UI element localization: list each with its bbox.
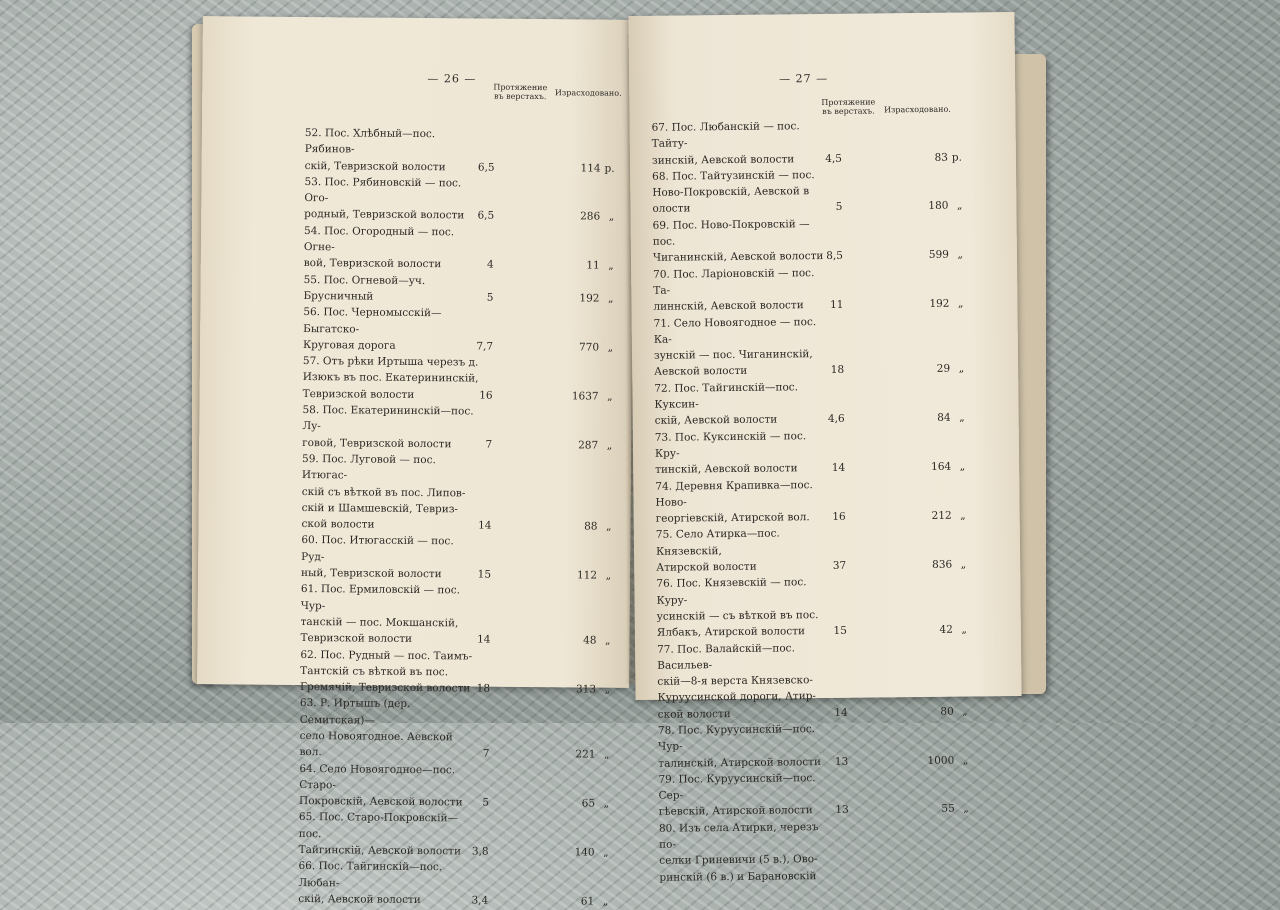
entry-text: 65. Пос. Старо-Покровскій—пос. Тайгинскій, Аевской волости [298,811,462,858]
entry-length: 16 [479,389,493,402]
entry-unit: „ [604,683,611,696]
entry-row [658,720,968,772]
entry-spent: 221 [575,748,596,761]
entry-length: 3,4 [471,894,489,907]
entry-unit: „ [963,802,969,816]
entry-text: 79. Пос. Куруусинскій—пос. Сер- гѣевскій, Атирской волости [658,771,816,819]
entry-spent: 836 [932,558,953,571]
column-header-spent: Израсходовано. [884,104,951,115]
entry-text: 55. Пос. Огневой—уч. Брусничный [303,273,426,303]
entry-text: 78. Пос. Куруусинскій—пос. Чур- талинскій, Атирской волости [657,723,822,770]
entry-length: 13 [835,804,849,817]
entry-length: 13 [834,755,849,768]
entry-length: 14 [831,462,846,475]
entry-text: 61. Пос. Ермиловскій — пос. Чур- танскій — пос. Мокшанскій, Тевризской волости [300,583,461,646]
entry-unit: „ [603,846,609,859]
entry-text: 64. Село Новоягодное—пос. Старо- Покровскій, Аевской волости [299,762,463,809]
entry-spent: 1000 [927,754,955,767]
entry-text: 69. Пос. Ново-Покровскій — пос. Чиганинскій, Аевской волости [652,217,824,265]
entry-unit: „ [957,297,964,310]
entry-row [299,809,609,861]
entry-row [654,377,964,429]
entry-spent: 29 [936,363,951,376]
entry-spent: 164 [931,460,952,474]
entry-row [653,263,963,315]
entry-unit: „ [608,260,614,273]
entry-unit: „ [607,390,613,403]
entry-text: 57. Отъ рѣки Иртыша черезъ д. Изюкъ въ пос. Екатерининскій, Тевризской волости [302,355,479,401]
entry-spent: 770 [578,341,600,354]
entry-row [299,695,610,763]
entry-row [300,647,610,699]
entry-unit: „ [607,341,614,354]
entry-row [655,475,965,527]
entry-row [656,524,966,576]
entry-unit: р. [604,162,615,175]
entry-unit: „ [608,211,615,224]
entry-spent: 180 [928,200,949,213]
entry-text: 68. Пос. Тайтузинскій — пос. Ново-Покровскій, Аевской в олости [652,168,815,216]
entry-length: 14 [834,706,848,719]
entry-text: 75. Село Атирка—пос. Князевскій, Атирской волости [655,527,780,574]
entry-row [658,768,968,820]
entry-row [656,573,967,641]
entry-row [302,402,612,454]
entry-unit: „ [957,248,964,261]
entry-spent: 48 [583,634,597,647]
entry-text: 60. Пос. Итюгасскій — пос. Руд- ный, Тевризской волости [301,534,454,581]
entry-unit: „ [607,292,614,305]
entry-text: 73. Пос. Куксинскій — пос. Кру- тинскій, Аевской волости [654,429,807,477]
entry-spent: 1637 [571,390,599,403]
entry-spent: 55 [941,803,955,816]
entry-text: 67. Пос. Любанскій — пос. Тайту- зинскій, Аевской волости [651,120,800,167]
entry-length: 6,5 [477,210,495,223]
entry-unit: „ [603,748,610,761]
entry-spent: 286 [580,210,601,224]
entry-row [298,858,608,910]
entry-spent: 112 [576,569,598,582]
entry-unit: „ [603,797,610,810]
entry-row [655,426,965,478]
entry-spent: 599 [928,249,950,262]
entry-unit: „ [961,623,967,636]
entry-length: 3,8 [471,845,489,858]
entry-text: 74. Деревня Крапивка—пос. Ново- георгіевскій, Атирской вол. [655,478,813,525]
entry-row [653,214,963,266]
entry-row [304,174,614,226]
entry-spent: 140 [574,846,595,859]
entry-unit: „ [605,569,612,582]
entries-list [298,125,615,910]
entry-row [301,451,612,535]
entry-unit: „ [602,895,609,908]
entries-list [652,117,970,886]
entry-length: 16 [832,510,846,524]
entry-length: 5 [835,201,843,214]
entry-unit: „ [958,362,965,376]
entry-row [304,223,614,275]
entry-length: 15 [833,624,847,638]
entry-row [301,532,611,584]
entry-length: 15 [477,568,492,581]
entry-text: 71. Село Новоягодное — пос. Ка- зунскій — пос. Чиганинскій, Аевской волости [653,315,817,379]
entry-unit: „ [606,439,613,452]
entry-spent: 65 [581,797,596,810]
entry-spent: 313 [575,683,597,696]
entry-row [659,817,970,885]
entry-row [303,304,613,356]
entry-spent: 83 [934,151,948,164]
entry-length: 4,6 [827,413,845,426]
entry-unit: „ [960,558,967,571]
entry-unit: „ [604,634,611,647]
open-book [192,14,1052,908]
entry-length: 5 [486,291,494,304]
page-number: — 27 — [779,71,829,86]
entry-unit: „ [605,520,612,533]
column-header-length: Протяжение въ верстахъ. [493,82,548,102]
entry-length: 6,5 [477,161,495,174]
entry-text: 80. Изъ села Атирки, черезъ по- селки Гриневичи (5 в.), Ово- ринскій (6 в.) и Барановскій [658,820,819,884]
entry-spent: 11 [586,259,600,272]
entry-length: 7,7 [476,340,494,353]
entry-length: 18 [476,682,491,695]
entry-text: 76. Пос. Князевскій — пос. Куру- усинскій — съ вѣткой въ пос. Ялбакъ, Атирской волости [656,576,819,639]
entry-unit: „ [962,705,968,718]
entry-length: 18 [830,364,845,377]
entry-spent: 287 [578,439,599,452]
left-page [197,16,635,908]
entry-unit: „ [962,754,969,767]
entry-unit: „ [959,411,965,424]
entry-length: 4,5 [825,152,842,165]
entry-row [305,125,615,177]
entry-spent: 212 [931,509,952,523]
entry-row [652,165,962,217]
entry-text: 56. Пос. Черномысскій—Быгатско- Круговая дорога [303,306,442,352]
entry-length: 11 [830,299,844,312]
entry-length: 4 [487,258,494,272]
entry-spent: 88 [584,520,598,533]
entry-text: 59. Пос. Луговой — пос. Итюгас- скій съ вѣткой въ пос. Липов- скій и Шамшевскій, Тевриз- ской волости [301,452,466,531]
entry-unit: „ [959,460,966,473]
entry-unit: „ [956,200,963,213]
entry-text: 66. Пос. Тайгинскій—пос. Любан- скій, Аевской волости [298,860,443,907]
page-number: — 26 — [427,72,477,86]
entry-length: 37 [832,559,847,572]
entry-row [303,353,613,405]
entry-length: 8,5 [826,250,844,263]
entry-row [654,312,965,380]
entry-row [303,272,613,307]
entry-length: 5 [482,796,490,809]
entry-row [652,117,962,169]
entry-spent: 84 [937,412,951,425]
entry-text: 70. Пос. Ларіоновскій — пос. Та- линнскій, Аевской волости [653,266,815,314]
column-header-length: Протяжение въ верстахъ. [821,97,876,117]
entry-text: 54. Пос. Огородный — пос. Огне- вой, Тевризской волости [303,224,455,271]
entry-unit: „ [960,509,966,522]
entry-length: 14 [478,519,492,532]
entry-text: 72. Пос. Тайгинскій—пос. Куксин- скій, Аевской волости [654,381,799,428]
entry-spent: 192 [929,297,950,311]
column-header-spent: Израсходовано. [554,88,622,98]
entry-length: 7 [485,438,493,451]
right-page [628,12,1021,884]
entry-spent: 61 [580,895,595,908]
entry-unit: р. [951,151,962,164]
entry-row [657,638,968,723]
entry-length: 7 [482,747,490,760]
entry-length: 14 [477,633,491,646]
entry-text: 58. Пос. Екатерининскій—пос. Лу- говой, Тевризской волости [302,404,474,450]
entry-row [300,581,611,649]
entry-spent: 192 [579,292,600,305]
entry-text: 62. Пос. Рудный — пос. Таимъ- Тантскій съ вѣткой въ пос. Гремячій, Тевризской волости [300,648,473,695]
entry-text: 63. Р. Иртышъ (дер. Семитская)— село Новоягодное. Аевской вол. [299,697,453,759]
entry-spent: 42 [939,623,953,637]
entry-spent: 80 [940,705,954,718]
entry-text: 53. Пос. Рябиновскій — пос. Ого- родный, Тевризской волости [304,175,465,222]
entry-row [299,761,609,813]
entry-text: 77. Пос. Валайскій—пос. Васильев- скій—8-я верста Князевско- Куруусинской дороги, Атир- ской волости [656,641,817,721]
entry-spent: 114 [580,162,601,175]
entry-text: 52. Пос. Хлѣбный—пос. Рябинов- скій, Тевризской волости [304,127,446,173]
